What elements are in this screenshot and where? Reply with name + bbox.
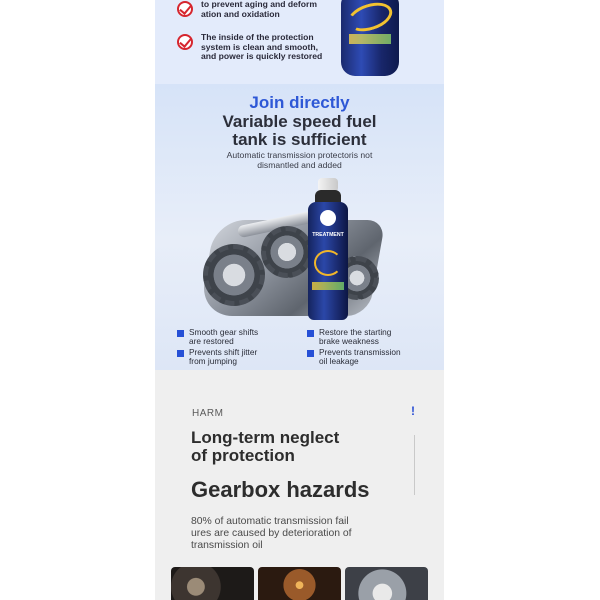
feature-text: Prevents shift jitter from jumping [189,347,258,366]
feature-item [307,348,401,365]
product-bottle-image [341,0,399,76]
feature-text: Smooth gear shifts are restored [189,327,259,346]
harm-body: 80% of automatic transmission fail ures are caused by deterioration of transmission oil [191,516,352,551]
section-label: HARM [192,408,224,419]
square-bullet-icon [307,330,314,337]
check-circle-icon [177,1,193,17]
damage-photo [171,567,254,600]
damage-photo [345,567,428,600]
harm-title: Long-term neglect of protection [191,428,340,465]
feature-item [177,348,257,365]
exclamation-icon: ! [411,404,415,418]
feature-item [177,328,258,345]
square-bullet-icon [177,330,184,337]
divider [414,435,415,495]
feature-text: Prevents transmission oil leakage [319,347,401,366]
feature-text: Restore the starting brake weakness [319,327,392,346]
product-page [155,0,444,600]
damage-photo [258,567,341,600]
check-circle-icon [177,34,193,50]
feature-item [307,328,391,345]
benefits-section [155,0,444,84]
section-subtitle: Automatic transmission protectoris not dismantled and added [226,150,373,170]
benefit-text: to prevent aging and deform ation and oxidation [201,0,318,19]
benefit-text: The inside of the protection system is clean and smooth, and power is quickly restored [201,32,323,62]
direct-add-section [155,84,444,370]
harm-headline: Gearbox hazards [191,477,370,502]
product-bottle-image [308,178,348,320]
benefit-row [177,33,322,62]
section-accent-title: Join directly [249,93,350,112]
benefit-row [177,0,317,19]
section-title: Variable speed fuel tank is sufficient [222,112,377,149]
gearbox-image [197,206,387,326]
square-bullet-icon [177,350,184,357]
brand-logo-icon [320,210,336,226]
square-bullet-icon [307,350,314,357]
harm-section [155,370,444,600]
bottle-label: TREATMENT [312,232,344,238]
